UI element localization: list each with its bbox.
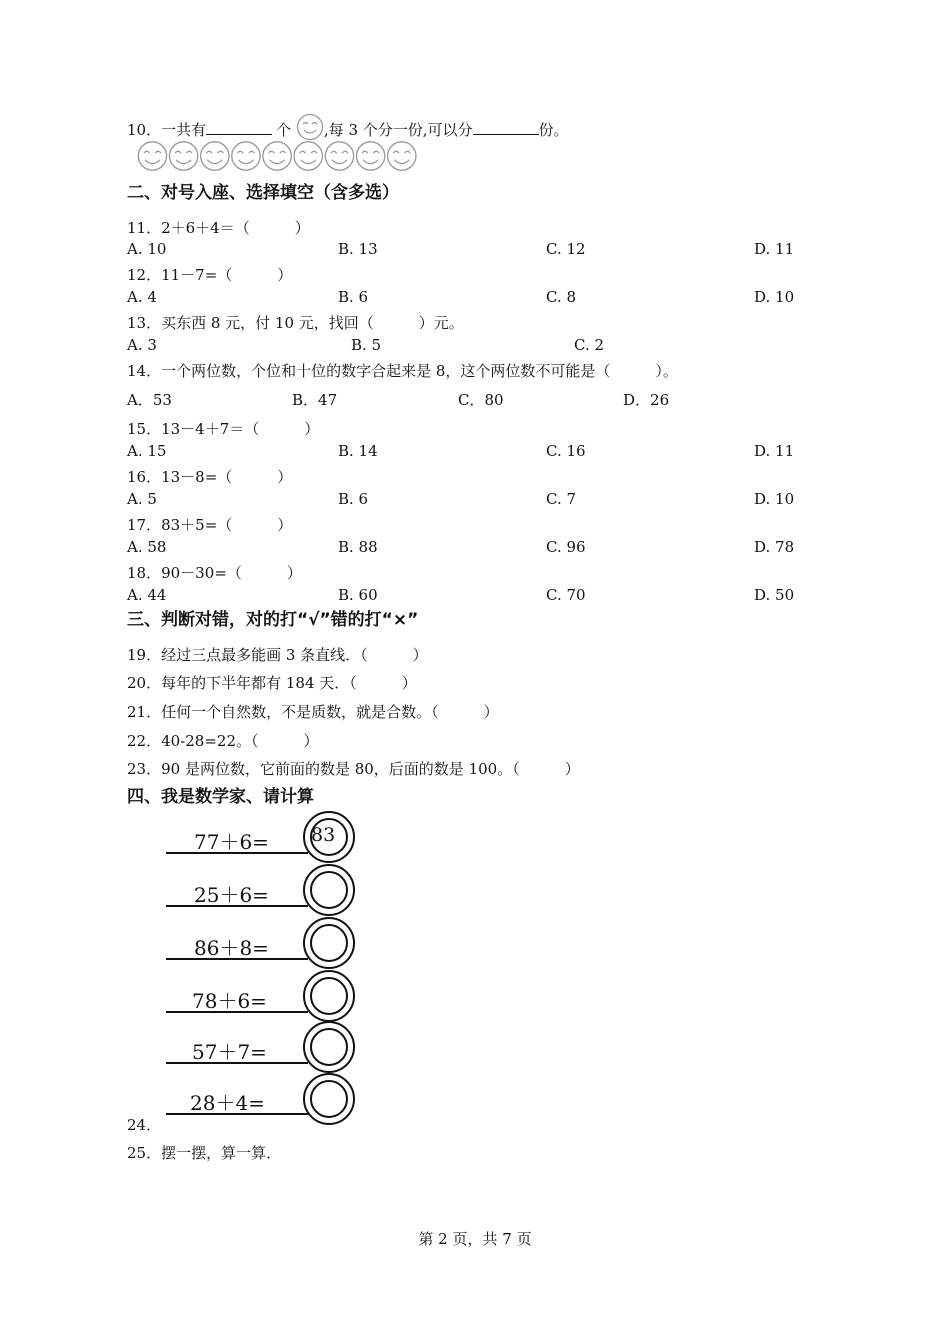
calc-expression: 25＋6= — [194, 883, 269, 907]
question-11: 11．2＋6＋4＝（ ） — [127, 219, 310, 237]
option-a[interactable]: A. 15 — [127, 442, 167, 460]
smiley-icon — [263, 142, 291, 170]
option-b[interactable]: B. 13 — [338, 240, 378, 258]
question-24: 24． — [127, 1116, 162, 1134]
section-heading-2: 二、对号入座、选择填空（含多选） — [127, 183, 399, 203]
question-22: 22．40-28=22。（ ） — [127, 732, 319, 750]
smiley-icon — [325, 142, 353, 170]
smiley-row — [129, 139, 429, 173]
underline — [166, 1011, 308, 1013]
underline — [166, 1113, 308, 1115]
section-heading-4: 四、我是数学家、请计算 — [127, 787, 314, 807]
option-c[interactable]: C. 96 — [546, 538, 586, 556]
option-b[interactable]: B. 6 — [338, 288, 369, 306]
question-21: 21．任何一个自然数，不是质数，就是合数。（ ） — [127, 703, 499, 721]
smiley-icon — [232, 142, 260, 170]
smiley-icon — [138, 142, 166, 170]
underline — [166, 1062, 308, 1064]
question-number: 10． — [127, 121, 162, 139]
smiley-icon — [296, 113, 324, 141]
option-c[interactable]: C. 7 — [546, 490, 577, 508]
smiley-icon — [169, 142, 197, 170]
option-a[interactable]: A. 10 — [127, 240, 167, 258]
calc-answer: 83 — [311, 824, 336, 846]
answer-blank[interactable] — [206, 120, 272, 135]
question-16: 16．13－8=（ ） — [127, 468, 293, 486]
question-18: 18．90－30=（ ） — [127, 564, 302, 582]
calc-expression: 57＋7= — [192, 1040, 267, 1064]
option-d[interactable]: D．26 — [623, 391, 670, 409]
underline — [166, 958, 308, 960]
option-d[interactable]: D. 11 — [754, 240, 795, 258]
option-a[interactable]: A．53 — [127, 391, 172, 409]
answer-circle[interactable] — [300, 861, 358, 919]
option-d[interactable]: D. 10 — [754, 490, 795, 508]
option-b[interactable]: B. 5 — [351, 336, 382, 354]
option-c[interactable]: C．80 — [458, 391, 504, 409]
option-d[interactable]: D. 10 — [754, 288, 795, 306]
calc-expression: 77＋6= — [194, 830, 269, 854]
question-19: 19．经过三点最多能画 3 条直线．（ ） — [127, 646, 428, 664]
smiley-icon — [294, 142, 322, 170]
option-d[interactable]: D. 50 — [754, 586, 795, 604]
question-12: 12．11－7=（ ） — [127, 266, 293, 284]
option-a[interactable]: A. 3 — [127, 336, 157, 354]
option-a[interactable]: A. 5 — [127, 490, 157, 508]
answer-circle[interactable] — [300, 967, 358, 1025]
option-d[interactable]: D. 78 — [754, 538, 795, 556]
question-20: 20．每年的下半年都有 184 天．（ ） — [127, 674, 417, 692]
option-d[interactable]: D. 11 — [754, 442, 795, 460]
underline — [166, 852, 308, 854]
option-b[interactable]: B. 6 — [338, 490, 369, 508]
smiley-icon — [356, 142, 384, 170]
option-b[interactable]: B. 88 — [338, 538, 378, 556]
option-b[interactable]: B. 60 — [338, 586, 378, 604]
section-heading-3: 三、判断对错，对的打“√”错的打“×” — [127, 610, 419, 630]
calc-expression: 86＋8= — [194, 936, 269, 960]
answer-circle[interactable] — [300, 1070, 358, 1128]
calc-expression: 28＋4= — [190, 1091, 265, 1115]
option-b[interactable]: B．47 — [292, 391, 338, 409]
answer-circle[interactable] — [300, 1018, 358, 1076]
question-13: 13．买东西 8 元，付 10 元，找回（ ）元。 — [127, 314, 464, 332]
answer-circle[interactable] — [300, 914, 358, 972]
question-10: 10．一共有 个 ,每 3 个分一份,可以分 份。 — [127, 113, 569, 141]
option-a[interactable]: A. 4 — [127, 288, 157, 306]
option-c[interactable]: C. 70 — [546, 586, 586, 604]
option-c[interactable]: C. 8 — [546, 288, 577, 306]
calc-expression: 78＋6= — [192, 989, 267, 1013]
question-17: 17．83＋5=（ ） — [127, 516, 293, 534]
question-23: 23．90 是两位数，它前面的数是 80，后面的数是 100。（ ） — [127, 760, 580, 778]
option-c[interactable]: C. 16 — [546, 442, 586, 460]
answer-blank[interactable] — [473, 120, 539, 135]
smiley-icon — [388, 142, 416, 170]
page-footer: 第 2 页，共 7 页 — [418, 1230, 532, 1248]
question-14: 14．一个两位数，个位和十位的数字合起来是 8，这个两位数不可能是（ ）。 — [127, 362, 678, 380]
option-a[interactable]: A. 58 — [127, 538, 167, 556]
option-b[interactable]: B. 14 — [338, 442, 378, 460]
option-a[interactable]: A. 44 — [127, 586, 167, 604]
smiley-icon — [201, 142, 229, 170]
question-25: 25．摆一摆，算一算． — [127, 1144, 282, 1162]
option-c[interactable]: C. 12 — [546, 240, 586, 258]
option-c[interactable]: C. 2 — [574, 336, 605, 354]
question-15: 15．13－4＋7＝（ ） — [127, 420, 320, 438]
underline — [166, 905, 308, 907]
